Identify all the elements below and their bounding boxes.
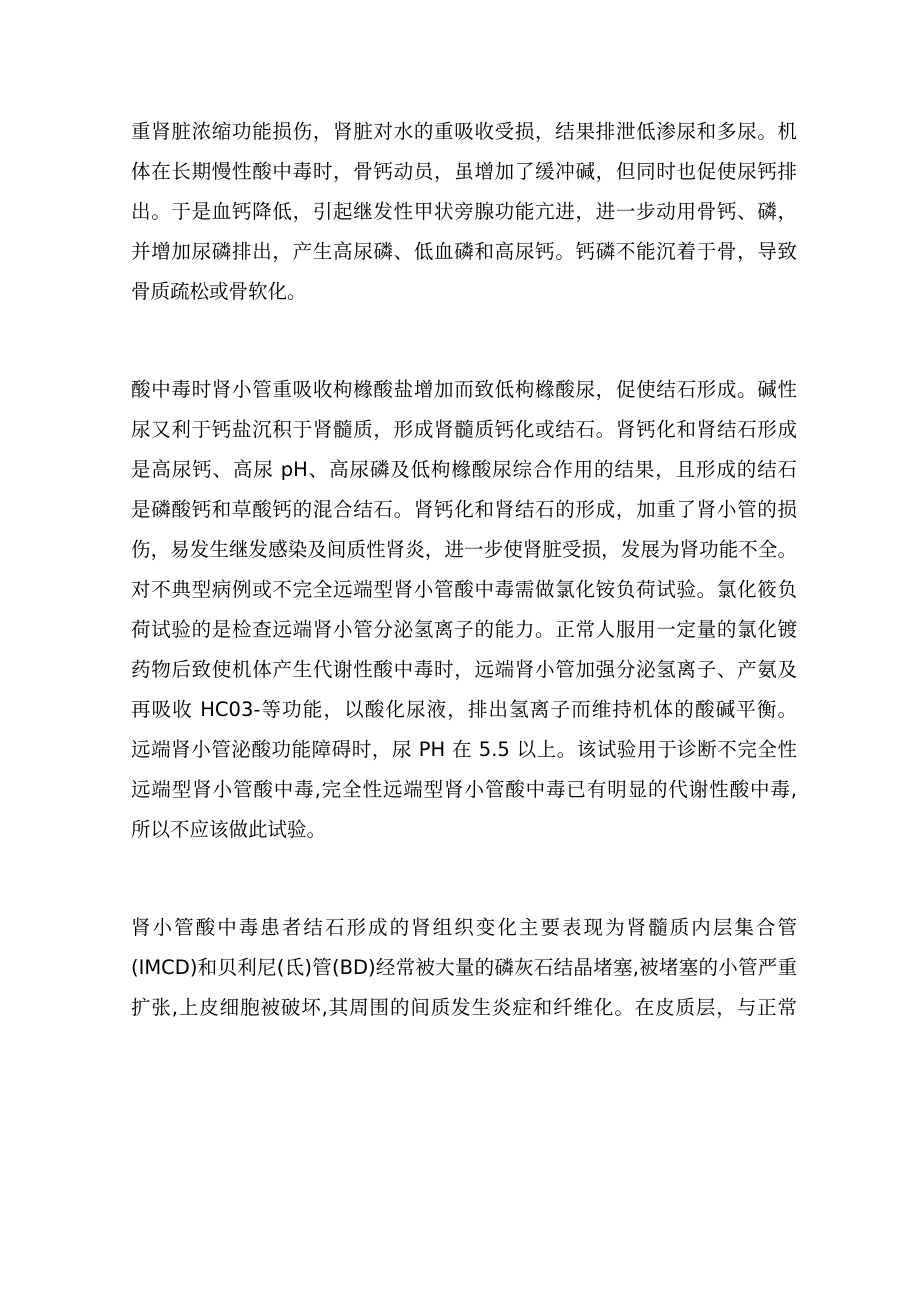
- text-line: 药物后致使机体产生代谢性酸中毒时，远端肾小管加强分泌氢离子、产氨及: [131, 658, 797, 681]
- text-line: 是高尿钙、高尿 pH、高尿磷及低枸橼酸尿综合作用的结果，且形成的结石: [131, 458, 797, 481]
- text-line: 重肾脏浓缩功能损伤，肾脏对水的重吸收受损，结果排泄低渗尿和多尿。机: [131, 120, 797, 143]
- text-line: 骨质疏松或骨软化。: [131, 280, 307, 303]
- document-body: [131, 112, 797, 1028]
- text-line: 出。于是血钙降低，引起继发性甲状旁腺功能亢进，进一步动用骨钙、磷，: [131, 200, 797, 223]
- text-line: 远端型肾小管酸中毒,完全性远端型肾小管酸中毒已有明显的代谢性酸中毒,: [131, 778, 797, 801]
- text-line: 再吸收 HC03-等功能，以酸化尿液，排出氢离子而维持机体的酸碱平衡。: [131, 698, 797, 721]
- paragraph-2: [131, 370, 797, 850]
- text-line: (IMCD)和贝利尼(氐)管(BD)经常被大量的磷灰石结晶堵塞,被堵塞的小管严重: [131, 956, 797, 979]
- text-line: 远端肾小管泌酸功能障碍时，尿 PH 在 5.5 以上。该试验用于诊断不完全性: [131, 738, 797, 761]
- text-line: 扩张,上皮细胞被破坏,其周围的间质发生炎症和纤维化。在皮质层，与正常: [131, 996, 797, 1019]
- text-line: 并增加尿磷排出，产生高尿磷、低血磷和高尿钙。钙磷不能沉着于骨，导致: [131, 240, 797, 263]
- text-line: 伤，易发生继发感染及间质性肾炎，进一步使肾脏受损，发展为肾功能不全。: [131, 538, 797, 561]
- text-line: 体在长期慢性酸中毒时，骨钙动员，虽增加了缓冲碱，但同时也促使尿钙排: [131, 160, 797, 183]
- text-line: 对不典型病例或不完全远端型肾小管酸中毒需做氯化铵负荷试验。氯化筱负: [131, 578, 797, 601]
- text-line: 尿又利于钙盐沉积于肾髓质，形成肾髓质钙化或结石。肾钙化和肾结石形成: [131, 418, 797, 441]
- text-line: 荷试验的是检查远端肾小管分泌氢离子的能力。正常人服用一定量的氯化镀: [131, 618, 797, 641]
- text-line: 所以不应该做此试验。: [131, 818, 327, 841]
- text-line: 是磷酸钙和草酸钙的混合结石。肾钙化和肾结石的形成，加重了肾小管的损: [131, 498, 797, 521]
- paragraph-3: [131, 908, 797, 1028]
- text-line: 肾小管酸中毒患者结石形成的肾组织变化主要表现为肾髓质内层集合管: [131, 916, 797, 939]
- text-line: 酸中毒时肾小管重吸收枸橼酸盐增加而致低枸橼酸尿，促使结石形成。碱性: [131, 378, 797, 401]
- paragraph-1: [131, 112, 797, 312]
